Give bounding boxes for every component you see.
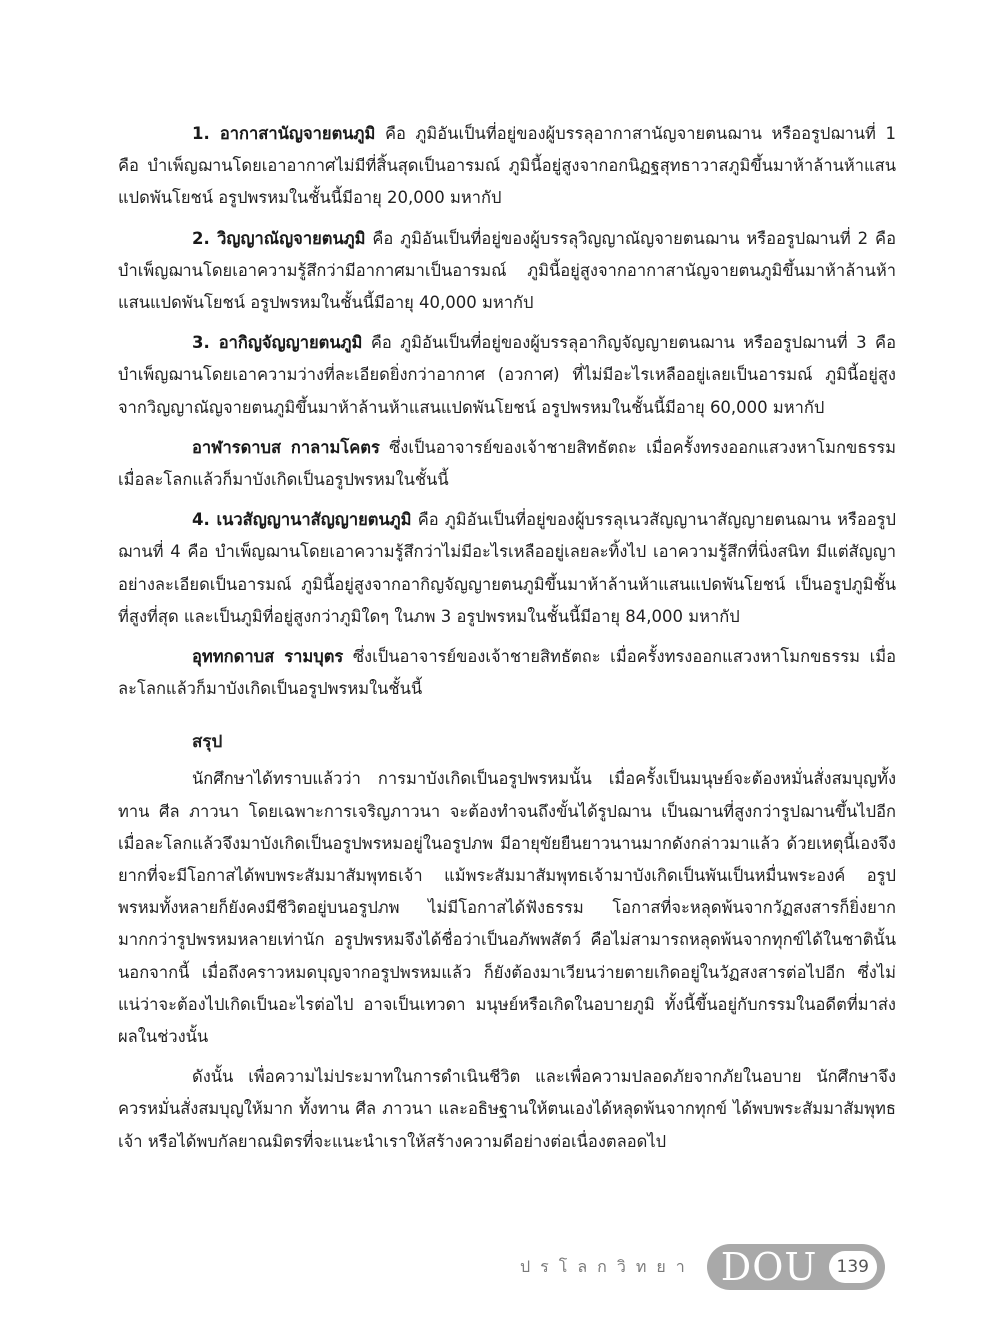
paragraph-text: ซึ่งเป็นอาจารย์ของเจ้าชายสิทธัตถะ เมื่อครั้งทรงออกแสวงหาโมกขธรรม เมื่อละโลกแล้วก็มาบังเกิดเป็นอรูปพรหมในชั้นนี้	[118, 437, 896, 490]
summary-paragraph: ดังนั้น เพื่อความไม่ประมาทในการดำเนินชีวิต และเพื่อความปลอดภัยจากภัยในอบาย นักศึกษาจึงควรหมั่นสั่งสมบุญให้มาก ทั้งทาน ศีล ภาวนา และอธิษฐานให้ตนเองได้หลุดพ้นจากทุกข์ ได้พบพระสัมมาสัมพุทธเจ้า หรือได้พบกัลยาณมิตรที่จะแนะนำเราให้สร้างความดีอย่างต่อเนื่องตลอดไป	[118, 1067, 896, 1151]
paragraph-text: คือ ภูมิอันเป็นที่อยู่ของผู้บรรลุเนวสัญญานาสัญญายตนฌาน หรืออรูปฌานที่ 4 คือ บำเพ็ญฌานโดยเอาความรู้สึกว่าไม่มีอะไรเหลืออยู่เลยละทิ้งไป เอาความรู้สึกที่นิ่งสนิท มีแต่สัญญาอย่างละเอียดเป็นอารมณ์ ภูมินี้อยู่สูงจากอากิญจัญญายตนภูมิขึ้นมาห้าล้านห้าแสนแปดพันโยชน์ เป็นอรูปภูมิชั้นที่สูงที่สุด และเป็นภูมิที่อยู่สูงกว่าภูมิใดๆ ในภพ 3 อรูปพรหมในชั้นนี้มีอายุ 84,000 มหากัป	[118, 510, 897, 626]
dou-logo: DOU	[720, 1245, 818, 1289]
term-heading: 2. วิญญาณัญจายตนภูมิ	[192, 228, 366, 248]
footer-badge	[707, 1244, 885, 1290]
term-heading: 3. อากิญจัญญายตนภูมิ	[192, 333, 363, 353]
page-footer	[520, 1244, 885, 1290]
paragraph-akasanancayatana	[118, 118, 896, 215]
term-heading: อาฬารดาบส กาลามโคตร	[192, 437, 380, 457]
term-heading: 4. เนวสัญญานาสัญญายตนภูมิ	[192, 510, 412, 530]
paragraph-text: คือ ภูมิอันเป็นที่อยู่ของผู้บรรลุอากิญจัญญายตนฌาน หรืออรูปฌานที่ 3 คือ บำเพ็ญฌานโดยเอาความว่างที่ละเอียดยิ่งกว่าอากาศ (อวกาศ) ที่ไม่มีอะไรเหลืออยู่เลยเป็นอารมณ์ ภูมินี้อยู่สูงจากวิญญาณัญจายตนภูมิขึ้นมาห้าล้านห้าแสนแปดพันโยชน์ อรูปพรหมในชั้นนี้มีอายุ 60,000 มหากัป	[118, 333, 897, 417]
paragraph-nevasannanasannayatana	[118, 504, 896, 633]
paragraph-uddaka-ramaputta	[118, 641, 896, 705]
paragraph-text: คือ ภูมิอันเป็นที่อยู่ของผู้บรรลุอากาสานัญจายตนฌาน หรืออรูปฌานที่ 1 คือ บำเพ็ญฌานโดยเอาอากาศไม่มีที่สิ้นสุดเป็นอารมณ์ ภูมินี้อยู่สูงจากอกนิฏฐสุทธาวาสภูมิขึ้นมาห้าล้านห้าแสนแปดพันโยชน์ อรูปพรหมในชั้นนี้มีอายุ 20,000 มหากัป	[118, 124, 896, 208]
paragraph-text: ซึ่งเป็นอาจารย์ของเจ้าชายสิทธัตถะ เมื่อครั้งทรงออกแสวงหาโมกขธรรม เมื่อละโลกแล้วก็มาบังเกิดเป็นอรูปพรหมในชั้นนี้	[118, 647, 896, 699]
page-body	[118, 118, 896, 1166]
book-title: ปรโลกวิทยา	[520, 1256, 695, 1276]
paragraph-alara-kalama	[118, 432, 896, 496]
summary-paragraph: นักศึกษาได้ทราบแล้วว่า การมาบังเกิดเป็นอรูปพรหมนั้น เมื่อครั้งเป็นมนุษย์จะต้องหมั่นสั่งสมบุญทั้งทาน ศีล ภาวนา โดยเฉพาะการเจริญภาวนา จะต้องทำจนถึงขั้นได้รูปฌาน เป็นฌานที่สูงกว่ารูปฌานขึ้นไปอีก เมื่อละโลกแล้วจึงมาบังเกิดเป็นอรูปพรหมอยู่ในอรูปภพ มีอายุขัยยืนยาวนานมากดังกล่าวมาแล้ว ด้วยเหตุนี้เองจึงยากที่จะมีโอกาสได้พบพระสัมมาสัมพุทธเจ้า แม้พระสัมมาสัมพุทธเจ้ามาบังเกิดเป็นพันเป็นหมื่นพระองค์ อรูปพรหมทั้งหลายก็ยังคงมีชีวิตอยู่บนอรูปภพ ไม่มีโอกาสได้ฟังธรรม โอกาสที่จะหลุดพ้นจากวัฏสงสารก็ยิ่งยากมากกว่ารูปพรหมหลายเท่านัก อรูปพรหมจึงได้ชื่อว่าเป็นอภัพพสัตว์ คือไม่สามารถหลุดพ้นจากทุกข์ได้ในชาตินั้น นอกจากนี้ เมื่อถึงคราวหมดบุญจากอรูปพรหมแล้ว ก็ยังต้องมาเวียนว่ายตายเกิดอยู่ในวัฏสงสารต่อไปอีก ซึ่งไม่แน่ว่าจะต้องไปเกิดเป็นอะไรต่อไป อาจเป็นเทวดา มนุษย์หรือเกิดในอบายภูมิ ทั้งนี้ขึ้นอยู่กับกรรมในอดีตที่มาส่งผลในช่วงนั้น	[118, 769, 896, 1047]
paragraph-akincannayatana	[118, 327, 896, 424]
paragraph-vinnanancayatana	[118, 223, 896, 320]
summary-heading: สรุป	[192, 732, 223, 753]
paragraph-text: คือ ภูมิอันเป็นที่อยู่ของผู้บรรลุวิญญาณัญจายตนฌาน หรืออรูปฌานที่ 2 คือ บำเพ็ญฌานโดยเอาความรู้สึกว่ามีอากาศมาเป็นอารมณ์ ภูมินี้อยู่สูงจากอากาสานัญจายตนภูมิขึ้นมาห้าล้านห้าแสนแปดพันโยชน์ อรูปพรหมในชั้นนี้มีอายุ 40,000 มหากัป	[118, 228, 896, 313]
term-heading: อุททกดาบส รามบุตร	[192, 647, 344, 667]
term-heading: 1. อากาสานัญจายตนภูมิ	[192, 124, 376, 143]
page-number: 139	[829, 1251, 877, 1283]
